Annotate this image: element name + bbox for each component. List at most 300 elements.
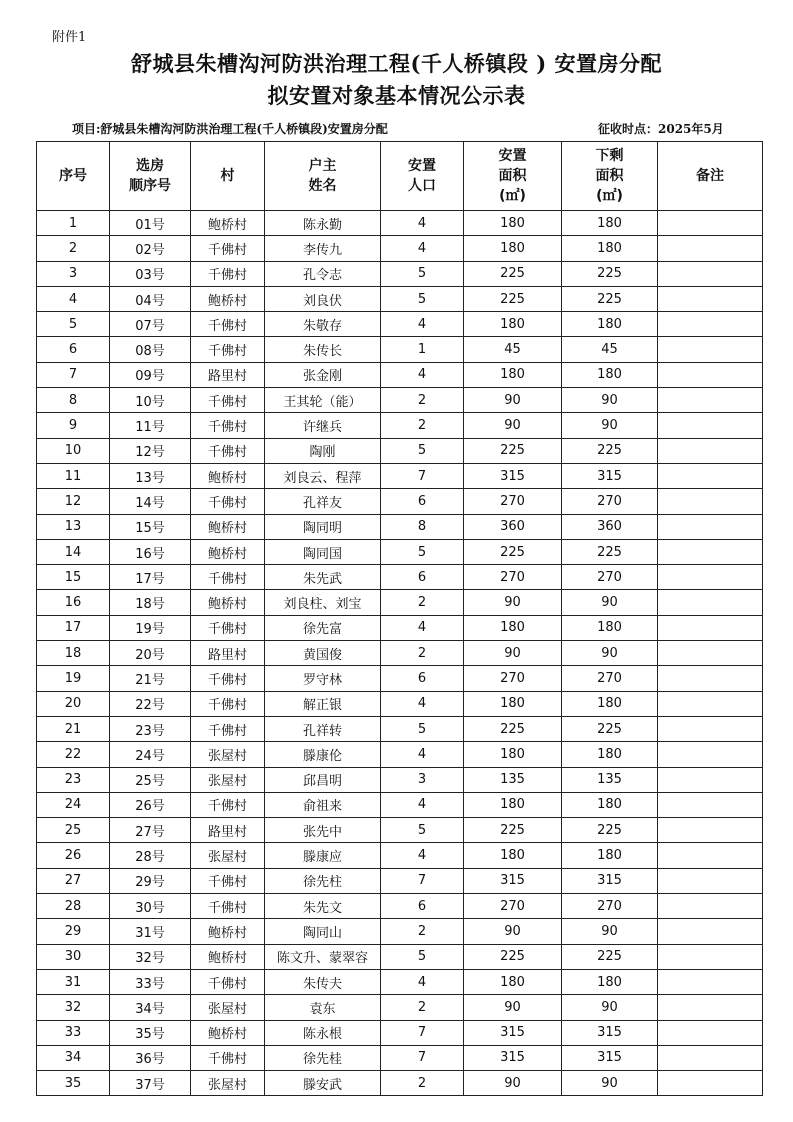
selection-order-cell: 21号	[110, 666, 191, 691]
village-cell: 鲍桥村	[191, 944, 265, 969]
population-cell: 7	[381, 463, 464, 488]
population-cell: 4	[381, 691, 464, 716]
householder-cell: 朱先文	[265, 894, 381, 919]
village-cell: 张屋村	[191, 767, 265, 792]
remaining-area-cell: 90	[562, 641, 658, 666]
remarks-cell	[658, 286, 763, 311]
householder-cell: 滕康伦	[265, 742, 381, 767]
selection-order-cell: 12号	[110, 438, 191, 463]
population-cell: 4	[381, 969, 464, 994]
remaining-area-cell: 225	[562, 286, 658, 311]
seq-cell: 19	[37, 666, 110, 691]
table-row	[37, 236, 763, 261]
selection-order-cell: 09号	[110, 362, 191, 387]
header-village	[191, 142, 265, 211]
header-remaining-area	[562, 142, 658, 211]
resettlement-area-cell: 315	[464, 463, 562, 488]
selection-order-cell: 27号	[110, 818, 191, 843]
header-remaining-area-line3: (㎡)	[596, 188, 623, 204]
remaining-area-cell: 180	[562, 211, 658, 236]
header-selection-order-line1: 选房	[136, 158, 164, 174]
householder-cell: 刘良伏	[265, 286, 381, 311]
document-title-line1: 舒城县朱槽沟河防洪治理工程(千人桥镇段 ) 安置房分配	[131, 51, 662, 76]
selection-order-cell: 30号	[110, 894, 191, 919]
remarks-cell	[658, 388, 763, 413]
seq-cell: 11	[37, 463, 110, 488]
remarks-cell	[658, 463, 763, 488]
remaining-area-cell: 270	[562, 565, 658, 590]
seq-cell: 8	[37, 388, 110, 413]
village-cell: 千佛村	[191, 615, 265, 640]
population-cell: 4	[381, 312, 464, 337]
seq-cell: 18	[37, 641, 110, 666]
population-cell: 1	[381, 337, 464, 362]
seq-cell: 34	[37, 1045, 110, 1070]
selection-order-cell: 35号	[110, 1020, 191, 1045]
population-cell: 4	[381, 843, 464, 868]
village-cell: 路里村	[191, 362, 265, 387]
selection-order-cell: 23号	[110, 716, 191, 741]
village-cell: 千佛村	[191, 413, 265, 438]
header-remarks-line1: 备注	[696, 168, 724, 184]
resettlement-area-cell: 90	[464, 995, 562, 1020]
householder-cell: 袁东	[265, 995, 381, 1020]
header-village-line1: 村	[220, 168, 235, 184]
table-row	[37, 590, 763, 615]
remaining-area-cell: 90	[562, 590, 658, 615]
table-row	[37, 286, 763, 311]
householder-cell: 朱传长	[265, 337, 381, 362]
seq-cell: 29	[37, 919, 110, 944]
village-cell: 千佛村	[191, 438, 265, 463]
table-row	[37, 438, 763, 463]
remaining-area-cell: 180	[562, 843, 658, 868]
seq-cell: 5	[37, 312, 110, 337]
table-row	[37, 388, 763, 413]
remaining-area-cell: 315	[562, 1045, 658, 1070]
selection-order-cell: 15号	[110, 514, 191, 539]
selection-order-cell: 20号	[110, 641, 191, 666]
householder-cell: 徐先柱	[265, 868, 381, 893]
table-row	[37, 818, 763, 843]
householder-cell: 孔令志	[265, 261, 381, 286]
village-cell: 千佛村	[191, 489, 265, 514]
resettlement-area-cell: 45	[464, 337, 562, 362]
village-cell: 千佛村	[191, 236, 265, 261]
resettlement-area-cell: 315	[464, 1020, 562, 1045]
householder-cell: 陶同山	[265, 919, 381, 944]
seq-cell: 9	[37, 413, 110, 438]
selection-order-cell: 04号	[110, 286, 191, 311]
header-population-line2: 人口	[408, 178, 436, 194]
seq-cell: 14	[37, 539, 110, 564]
resettlement-area-cell: 180	[464, 843, 562, 868]
householder-cell: 滕康应	[265, 843, 381, 868]
selection-order-cell: 33号	[110, 969, 191, 994]
remaining-area-cell: 90	[562, 995, 658, 1020]
selection-order-cell: 10号	[110, 388, 191, 413]
remaining-area-cell: 225	[562, 818, 658, 843]
village-cell: 千佛村	[191, 716, 265, 741]
remaining-area-cell: 225	[562, 539, 658, 564]
resettlement-area-cell: 180	[464, 211, 562, 236]
remaining-area-cell: 225	[562, 716, 658, 741]
remarks-cell	[658, 413, 763, 438]
householder-cell: 俞祖来	[265, 792, 381, 817]
table-header-row	[37, 142, 763, 211]
population-cell: 5	[381, 944, 464, 969]
village-cell: 千佛村	[191, 565, 265, 590]
householder-cell: 张先中	[265, 818, 381, 843]
header-seq-line1: 序号	[59, 168, 87, 184]
village-cell: 千佛村	[191, 868, 265, 893]
population-cell: 6	[381, 666, 464, 691]
village-cell: 鲍桥村	[191, 590, 265, 615]
population-cell: 8	[381, 514, 464, 539]
document-title-line2: 拟安置对象基本情况公示表	[267, 83, 526, 108]
seq-cell: 17	[37, 615, 110, 640]
seq-cell: 21	[37, 716, 110, 741]
remarks-cell	[658, 514, 763, 539]
remarks-cell	[658, 666, 763, 691]
table-row	[37, 843, 763, 868]
householder-cell: 滕安武	[265, 1071, 381, 1096]
remarks-cell	[658, 894, 763, 919]
resettlement-area-cell: 180	[464, 691, 562, 716]
population-cell: 5	[381, 539, 464, 564]
householder-cell: 陈永根	[265, 1020, 381, 1045]
village-cell: 鲍桥村	[191, 286, 265, 311]
village-cell: 千佛村	[191, 792, 265, 817]
householder-cell: 陶同国	[265, 539, 381, 564]
householder-cell: 罗守林	[265, 666, 381, 691]
selection-order-cell: 19号	[110, 615, 191, 640]
selection-order-cell: 29号	[110, 868, 191, 893]
selection-order-cell: 22号	[110, 691, 191, 716]
resettlement-area-cell: 270	[464, 894, 562, 919]
remaining-area-cell: 45	[562, 337, 658, 362]
selection-order-cell: 32号	[110, 944, 191, 969]
remaining-area-cell: 270	[562, 489, 658, 514]
remaining-area-cell: 315	[562, 1020, 658, 1045]
table-row	[37, 463, 763, 488]
selection-order-cell: 24号	[110, 742, 191, 767]
seq-cell: 4	[37, 286, 110, 311]
seq-cell: 10	[37, 438, 110, 463]
householder-cell: 邱昌明	[265, 767, 381, 792]
village-cell: 鲍桥村	[191, 211, 265, 236]
table-row	[37, 995, 763, 1020]
resettlement-area-cell: 180	[464, 615, 562, 640]
table-body	[37, 211, 763, 1096]
village-cell: 鲍桥村	[191, 463, 265, 488]
population-cell: 5	[381, 286, 464, 311]
seq-cell: 16	[37, 590, 110, 615]
population-cell: 3	[381, 767, 464, 792]
table-row	[37, 1020, 763, 1045]
table-row	[37, 514, 763, 539]
table-row	[37, 944, 763, 969]
selection-order-cell: 08号	[110, 337, 191, 362]
seq-cell: 26	[37, 843, 110, 868]
householder-cell: 解正银	[265, 691, 381, 716]
seq-cell: 28	[37, 894, 110, 919]
remarks-cell	[658, 716, 763, 741]
householder-cell: 陈文升、蒙翠容	[265, 944, 381, 969]
selection-order-cell: 18号	[110, 590, 191, 615]
seq-cell: 27	[37, 868, 110, 893]
population-cell: 7	[381, 868, 464, 893]
header-selection-order	[110, 142, 191, 211]
resettlement-area-cell: 90	[464, 388, 562, 413]
householder-cell: 徐先桂	[265, 1045, 381, 1070]
selection-order-cell: 11号	[110, 413, 191, 438]
table-row	[37, 337, 763, 362]
population-cell: 5	[381, 438, 464, 463]
seq-cell: 6	[37, 337, 110, 362]
seq-cell: 24	[37, 792, 110, 817]
selection-order-cell: 37号	[110, 1071, 191, 1096]
remaining-area-cell: 180	[562, 312, 658, 337]
remaining-area-cell: 180	[562, 742, 658, 767]
header-population-line1: 安置	[408, 158, 436, 174]
resettlement-area-cell: 225	[464, 438, 562, 463]
village-cell: 鲍桥村	[191, 539, 265, 564]
remarks-cell	[658, 236, 763, 261]
population-cell: 2	[381, 919, 464, 944]
header-seq	[37, 142, 110, 211]
population-cell: 4	[381, 211, 464, 236]
remarks-cell	[658, 489, 763, 514]
seq-cell: 35	[37, 1071, 110, 1096]
householder-cell: 陶刚	[265, 438, 381, 463]
seq-cell: 30	[37, 944, 110, 969]
householder-cell: 黄国俊	[265, 641, 381, 666]
householder-cell: 陈永勤	[265, 211, 381, 236]
selection-order-cell: 14号	[110, 489, 191, 514]
householder-cell: 朱先武	[265, 565, 381, 590]
resettlement-area-cell: 90	[464, 1071, 562, 1096]
table-row	[37, 312, 763, 337]
header-householder	[265, 142, 381, 211]
village-cell: 鲍桥村	[191, 514, 265, 539]
selection-order-cell: 34号	[110, 995, 191, 1020]
remarks-cell	[658, 1020, 763, 1045]
seq-cell: 25	[37, 818, 110, 843]
table-row	[37, 792, 763, 817]
population-cell: 2	[381, 1071, 464, 1096]
table-row	[37, 919, 763, 944]
header-resettlement-area	[464, 142, 562, 211]
resettlement-area-cell: 180	[464, 236, 562, 261]
table-row	[37, 691, 763, 716]
resettlement-area-cell: 270	[464, 565, 562, 590]
remarks-cell	[658, 1071, 763, 1096]
population-cell: 5	[381, 818, 464, 843]
seq-cell: 20	[37, 691, 110, 716]
householder-cell: 朱传夫	[265, 969, 381, 994]
population-cell: 2	[381, 413, 464, 438]
population-cell: 6	[381, 894, 464, 919]
remarks-cell	[658, 767, 763, 792]
seq-cell: 31	[37, 969, 110, 994]
population-cell: 7	[381, 1045, 464, 1070]
remarks-cell	[658, 969, 763, 994]
remarks-cell	[658, 362, 763, 387]
remarks-cell	[658, 818, 763, 843]
remarks-cell	[658, 438, 763, 463]
village-cell: 千佛村	[191, 894, 265, 919]
table-row	[37, 362, 763, 387]
population-cell: 4	[381, 236, 464, 261]
resettlement-area-cell: 270	[464, 489, 562, 514]
village-cell: 张屋村	[191, 995, 265, 1020]
table-row	[37, 413, 763, 438]
householder-cell: 孔祥转	[265, 716, 381, 741]
resettlement-table	[36, 141, 763, 1096]
table-row	[37, 615, 763, 640]
remaining-area-cell: 270	[562, 894, 658, 919]
table-row	[37, 742, 763, 767]
selection-order-cell: 17号	[110, 565, 191, 590]
table-row	[37, 894, 763, 919]
resettlement-area-cell: 180	[464, 362, 562, 387]
table-row	[37, 1045, 763, 1070]
remaining-area-cell: 90	[562, 413, 658, 438]
resettlement-area-cell: 180	[464, 312, 562, 337]
village-cell: 鲍桥村	[191, 1020, 265, 1045]
remaining-area-cell: 180	[562, 969, 658, 994]
population-cell: 2	[381, 388, 464, 413]
population-cell: 6	[381, 489, 464, 514]
remaining-area-cell: 225	[562, 438, 658, 463]
remaining-area-cell: 315	[562, 463, 658, 488]
resettlement-area-cell: 315	[464, 1045, 562, 1070]
householder-cell: 张金刚	[265, 362, 381, 387]
table-row	[37, 969, 763, 994]
remarks-cell	[658, 337, 763, 362]
remaining-area-cell: 225	[562, 944, 658, 969]
selection-order-cell: 31号	[110, 919, 191, 944]
header-remaining-area-line2: 面积	[595, 168, 624, 184]
householder-cell: 刘良云、程萍	[265, 463, 381, 488]
seq-cell: 2	[37, 236, 110, 261]
seq-cell: 23	[37, 767, 110, 792]
resettlement-area-cell: 90	[464, 641, 562, 666]
resettlement-area-cell: 225	[464, 539, 562, 564]
table-row	[37, 565, 763, 590]
remaining-area-cell: 135	[562, 767, 658, 792]
seq-cell: 3	[37, 261, 110, 286]
householder-cell: 孔祥友	[265, 489, 381, 514]
selection-order-cell: 07号	[110, 312, 191, 337]
table-row	[37, 1071, 763, 1096]
attachment-label: 附件1	[52, 30, 87, 45]
seq-cell: 22	[37, 742, 110, 767]
header-population	[381, 142, 464, 211]
seq-cell: 13	[37, 514, 110, 539]
resettlement-area-cell: 225	[464, 944, 562, 969]
resettlement-area-cell: 90	[464, 919, 562, 944]
remarks-cell	[658, 919, 763, 944]
population-cell: 2	[381, 995, 464, 1020]
householder-cell: 陶同明	[265, 514, 381, 539]
resettlement-area-cell: 225	[464, 716, 562, 741]
householder-cell: 朱敬存	[265, 312, 381, 337]
population-cell: 2	[381, 641, 464, 666]
remarks-cell	[658, 312, 763, 337]
village-cell: 千佛村	[191, 1045, 265, 1070]
remarks-cell	[658, 565, 763, 590]
householder-cell: 徐先富	[265, 615, 381, 640]
remaining-area-cell: 180	[562, 362, 658, 387]
remaining-area-cell: 360	[562, 514, 658, 539]
header-householder-line2: 姓名	[308, 178, 337, 194]
selection-order-cell: 16号	[110, 539, 191, 564]
table-row	[37, 539, 763, 564]
population-cell: 5	[381, 261, 464, 286]
seq-cell: 7	[37, 362, 110, 387]
collection-time-label: 征收时点：2025年5月	[598, 122, 724, 136]
table-row	[37, 666, 763, 691]
remarks-cell	[658, 742, 763, 767]
resettlement-area-cell: 90	[464, 590, 562, 615]
table-row	[37, 767, 763, 792]
remaining-area-cell: 270	[562, 666, 658, 691]
selection-order-cell: 28号	[110, 843, 191, 868]
resettlement-area-cell: 225	[464, 286, 562, 311]
resettlement-area-cell: 225	[464, 818, 562, 843]
village-cell: 千佛村	[191, 388, 265, 413]
table-row	[37, 868, 763, 893]
population-cell: 4	[381, 362, 464, 387]
village-cell: 千佛村	[191, 691, 265, 716]
header-resettlement-area-line1: 安置	[498, 148, 527, 164]
remarks-cell	[658, 868, 763, 893]
resettlement-area-cell: 225	[464, 261, 562, 286]
table-row	[37, 211, 763, 236]
population-cell: 4	[381, 792, 464, 817]
seq-cell: 12	[37, 489, 110, 514]
seq-cell: 15	[37, 565, 110, 590]
remarks-cell	[658, 944, 763, 969]
remarks-cell	[658, 261, 763, 286]
remarks-cell	[658, 615, 763, 640]
remaining-area-cell: 90	[562, 919, 658, 944]
village-cell: 千佛村	[191, 261, 265, 286]
householder-cell: 许继兵	[265, 413, 381, 438]
seq-cell: 33	[37, 1020, 110, 1045]
remaining-area-cell: 180	[562, 615, 658, 640]
seq-cell: 1	[37, 211, 110, 236]
resettlement-area-cell: 360	[464, 514, 562, 539]
remarks-cell	[658, 995, 763, 1020]
selection-order-cell: 13号	[110, 463, 191, 488]
selection-order-cell: 01号	[110, 211, 191, 236]
header-selection-order-line2: 顺序号	[129, 178, 171, 194]
header-householder-line1: 户主	[308, 158, 337, 174]
village-cell: 千佛村	[191, 312, 265, 337]
remarks-cell	[658, 641, 763, 666]
resettlement-area-cell: 270	[464, 666, 562, 691]
selection-order-cell: 26号	[110, 792, 191, 817]
remarks-cell	[658, 539, 763, 564]
remarks-cell	[658, 792, 763, 817]
remarks-cell	[658, 590, 763, 615]
table-row	[37, 489, 763, 514]
resettlement-area-cell: 180	[464, 742, 562, 767]
remaining-area-cell: 180	[562, 792, 658, 817]
